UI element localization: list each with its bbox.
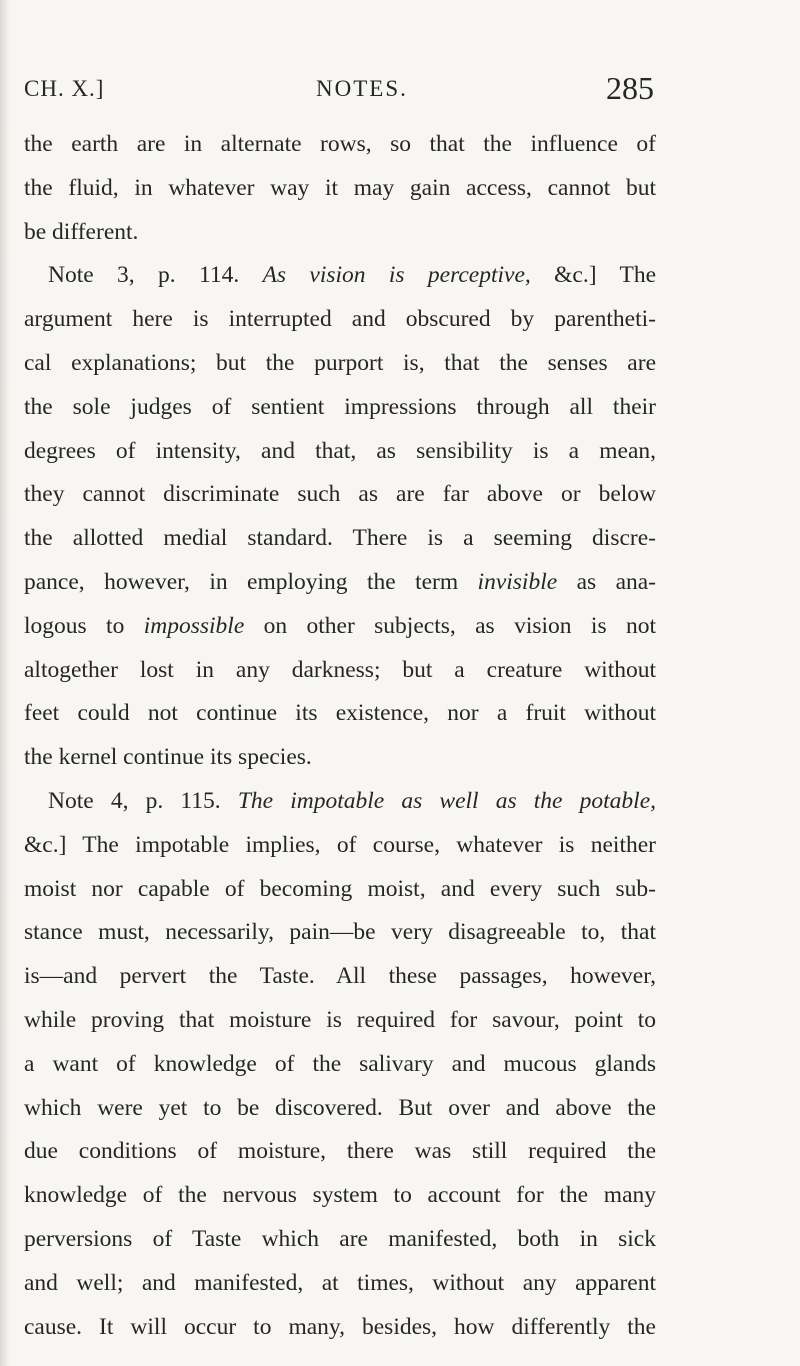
text-line: [24, 605, 656, 649]
text-run: the fluid, in whatever way it may gain access, cannot but: [24, 174, 656, 201]
text-line: [24, 473, 656, 517]
text-line: [24, 254, 656, 298]
text-line: [24, 211, 656, 255]
text-line: [24, 167, 656, 211]
text-line: [24, 824, 656, 868]
text-run: perversions of Taste which are manifested, both in sick: [24, 1225, 656, 1252]
text-run: Note 3, p. 114.: [48, 262, 263, 289]
body-text: [24, 123, 656, 1349]
text-run: the allotted medial standard. There is a seeming discre-: [24, 525, 656, 552]
italic-phrase: invisible: [477, 568, 558, 595]
text-run: as ana-: [557, 568, 657, 595]
text-line: [24, 1306, 656, 1350]
text-run: due conditions of moisture, there was still required the: [24, 1138, 656, 1165]
text-run: the earth are in alternate rows, so that the influence of: [24, 131, 656, 157]
text-line: [24, 955, 656, 999]
text-run: moist nor capable of becoming moist, and every such sub-: [24, 875, 656, 902]
text-line: [24, 868, 656, 912]
chapter-label: CH. X.]: [24, 76, 105, 101]
text-run: the sole judges of sentient impressions through all their: [24, 393, 656, 420]
running-head: [24, 70, 654, 110]
text-line: [24, 1043, 656, 1087]
text-line: [24, 1174, 656, 1218]
text-line: [24, 1262, 656, 1306]
text-run: &c.] The: [530, 262, 656, 289]
text-line: [24, 298, 656, 342]
text-line: [24, 911, 656, 955]
text-line: [24, 430, 656, 474]
text-run: which were yet to be discovered. But over and above the: [24, 1094, 656, 1121]
text-run: degrees of intensity, and that, as sensibility is a mean,: [24, 437, 656, 464]
text-run: the kernel continue its species.: [24, 744, 312, 771]
italic-phrase: As vision is perceptive,: [262, 262, 531, 289]
text-run: is—and pervert the Taste. All these passages, however,: [24, 963, 656, 990]
text-line: [24, 692, 656, 736]
text-run: pance, however, in employing the term: [24, 568, 478, 595]
text-run: while proving that moisture is required for savour, point to: [24, 1006, 656, 1033]
text-line: [24, 517, 656, 561]
section-title: NOTES.: [316, 76, 408, 101]
text-line: [24, 649, 656, 693]
text-line: [24, 1087, 656, 1131]
text-run: on other subjects, as vision is not: [244, 612, 656, 639]
text-line: [24, 999, 656, 1043]
text-line: [24, 1218, 656, 1262]
text-run: stance must, necessarily, pain—be very disagreeable to, that: [24, 919, 656, 946]
text-line: [24, 780, 656, 824]
text-line: [24, 1130, 656, 1174]
text-run: argument here is interrupted and obscured by parentheti-: [24, 306, 656, 333]
text-run: cal explanations; but the purport is, that the senses are: [24, 349, 656, 376]
text-line: [24, 342, 656, 386]
text-run: feet could not continue its existence, nor a fruit without: [24, 700, 656, 727]
text-run: logous to: [24, 612, 144, 639]
italic-phrase: The impotable as well as the potable,: [237, 787, 657, 814]
text-line: [24, 386, 656, 430]
page-gutter-shadow: [0, 0, 10, 1366]
text-run: and well; and manifested, at times, without any apparent: [24, 1269, 656, 1296]
text-run: a want of knowledge of the salivary and mucous glands: [24, 1050, 656, 1077]
page-number: 285: [606, 70, 654, 106]
text-run: knowledge of the nervous system to account for the many: [24, 1182, 656, 1209]
text-run: &c.] The impotable implies, of course, whatever is neither: [24, 831, 656, 858]
text-run: be different.: [24, 218, 139, 245]
text-run: they cannot discriminate such as are far above or below: [24, 481, 656, 508]
text-run: altogether lost in any darkness; but a creature without: [24, 656, 656, 683]
text-run: Note 4, p. 115.: [48, 787, 238, 814]
text-line: [24, 561, 656, 605]
italic-phrase: impossible: [143, 612, 245, 639]
text-run: cause. It will occur to many, besides, how differently the: [24, 1313, 656, 1340]
text-line: [24, 123, 656, 167]
text-line: [24, 736, 656, 780]
